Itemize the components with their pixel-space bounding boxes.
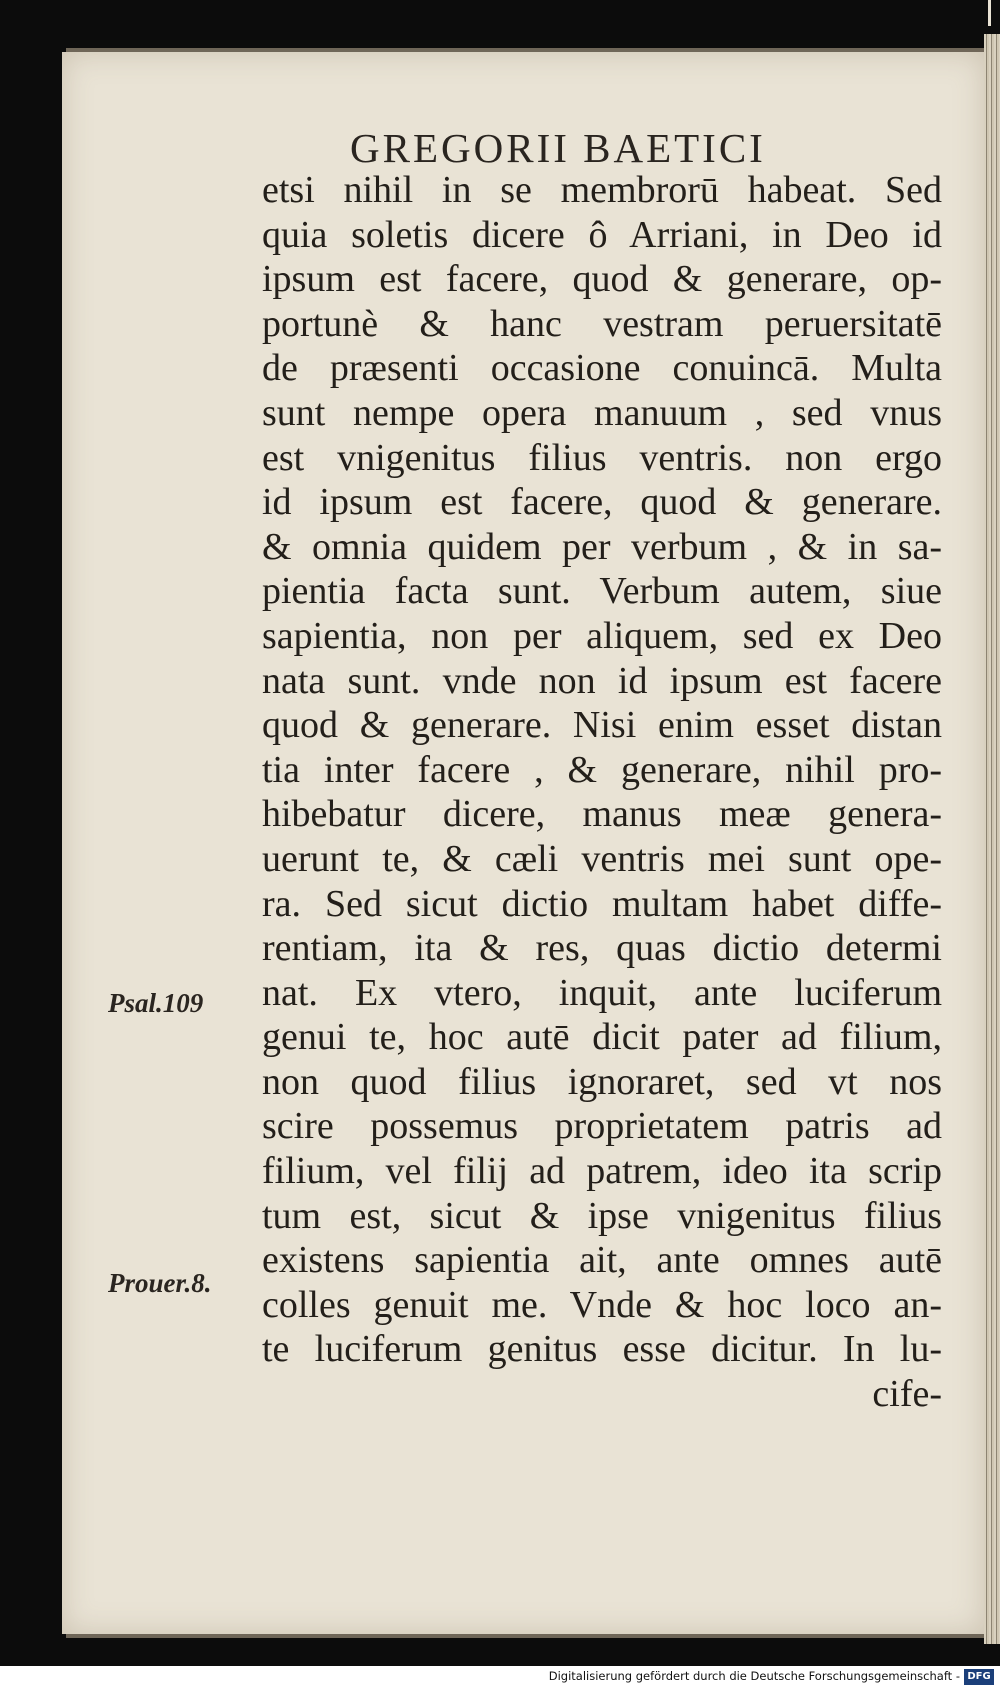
text-line: existens sapientia ait, ante omnes autē (262, 1239, 942, 1282)
text-line: portunè & hanc vestram peruersitatē (262, 302, 942, 345)
text-line: quod & generare. Nisi enim esset distan (262, 704, 942, 747)
body-text (262, 168, 942, 1417)
text-line: de præsenti occasione conuincā. Multa (262, 347, 942, 390)
text-line: tum est, sicut & ipse vnigenitus filius (262, 1194, 942, 1237)
margin-note-psalm: Psal.109 (108, 988, 204, 1018)
text-line: genui te, hoc autē dicit pater ad filium, (262, 1016, 942, 1059)
scan-edge-mark (988, 0, 991, 26)
text-line: quia soletis dicere ô Arriani, in Deo id (262, 213, 942, 256)
text-line: etsi nihil in se membrorū habeat. Sed (262, 169, 942, 211)
text-line: ra. Sed sicut dictio multam habet diffe- (262, 882, 942, 925)
text-line: filium, vel filij ad patrem, ideo ita scrip (262, 1150, 942, 1193)
text-line: non quod filius ignoraret, sed vt nos (262, 1060, 942, 1103)
text-line: hibebatur dicere, manus meæ genera- (262, 793, 942, 836)
footer-credit: Digitalisierung gefördert durch die Deutsche Forschungsgemeinschaft - (548, 1669, 960, 1683)
text-line: pientia facta sunt. Verbum autem, siue (262, 570, 942, 613)
running-head: GREGORII BAETICI (350, 125, 766, 171)
footer-bar (0, 1666, 1000, 1690)
text-line: te luciferum genitus esse dicitur. In lu- (262, 1328, 942, 1371)
margin-note-proverbs: Prouer.8. (108, 1268, 212, 1298)
text-line: rentiam, ita & res, quas dictio determi (262, 927, 942, 970)
dfg-logo: DFG (964, 1669, 994, 1685)
catchword: cife- (872, 1373, 942, 1416)
text-line: nata sunt. vnde non id ipsum est facere (262, 659, 942, 702)
text-line: scire possemus proprietatem patris ad (262, 1105, 942, 1148)
text-line: est vnigenitus filius ventris. non ergo (262, 436, 942, 479)
text-line: sapientia, non per aliquem, sed ex Deo (262, 614, 942, 657)
text-line: tia inter facere , & generare, nihil pro- (262, 748, 942, 791)
text-line: colles genuit me. Vnde & hoc loco an- (262, 1283, 942, 1326)
text-line: uerunt te, & cæli ventris mei sunt ope- (262, 837, 942, 880)
text-line: & omnia quidem per verbum , & in sa- (262, 525, 942, 568)
text-line: ipsum est facere, quod & generare, op- (262, 258, 942, 301)
text-line: id ipsum est facere, quod & generare. (262, 481, 942, 524)
text-line: nat. Ex vtero, inquit, ante luciferum (262, 971, 942, 1014)
book-fore-edge (984, 34, 1000, 1644)
text-line: sunt nempe opera manuum , sed vnus (262, 391, 942, 434)
